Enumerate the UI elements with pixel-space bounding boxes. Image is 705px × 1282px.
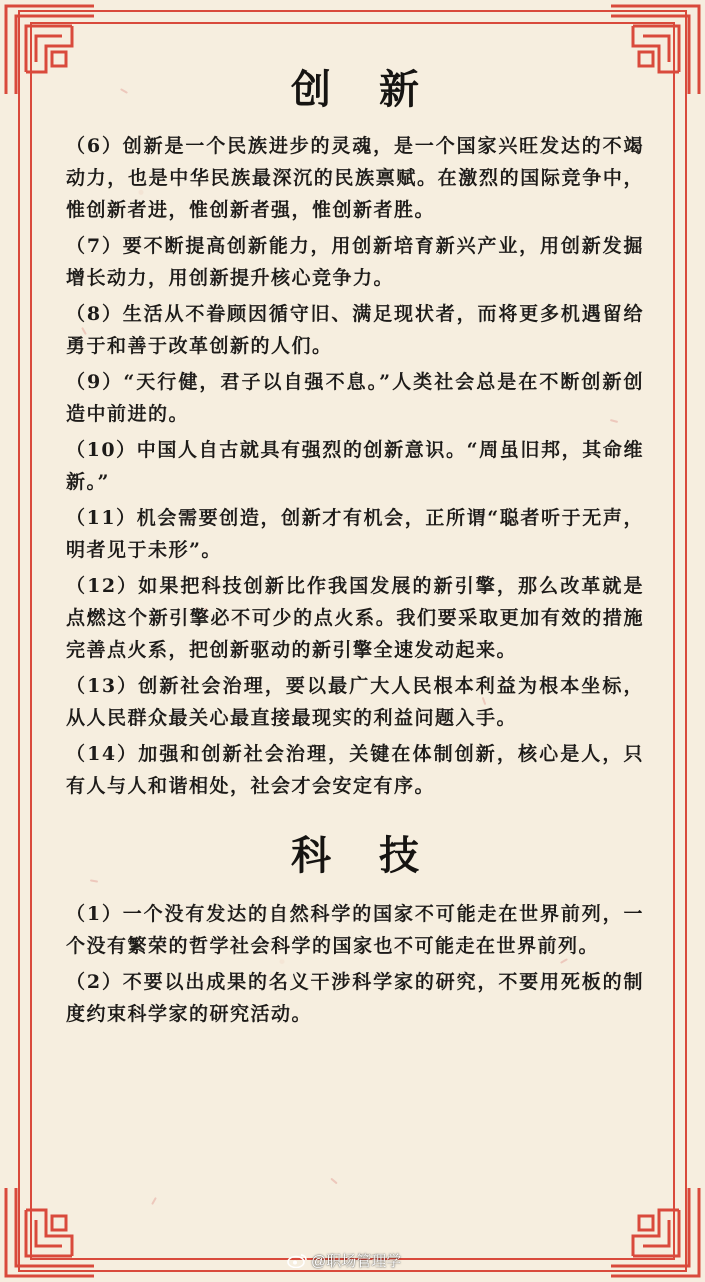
quote-paragraph: （2）不要以出成果的名义干涉科学家的研究，不要用死板的制度约束科学家的研究活动。 bbox=[66, 971, 644, 1025]
corner-ornament-bottom-right bbox=[607, 1184, 703, 1280]
quote-paragraph: （6）创新是一个民族进步的灵魂，是一个国家兴旺发达的不竭动力，也是中华民族最深沉的民族禀赋。在激烈的国际竞争中，惟创新者进，惟创新者强，惟创新者胜。 bbox=[66, 135, 644, 221]
quote-paragraph: （8）生活从不眷顾因循守旧、满足现状者，而将更多机遇留给勇于和善于改革创新的人们。 bbox=[66, 303, 644, 357]
quote-paragraph: （7）要不断提高创新能力，用创新培育新兴产业，用创新发掘增长动力，用创新提升核心竞争力。 bbox=[66, 235, 644, 289]
quote-paragraph: （9）“天行健，君子以自强不息。”人类社会总是在不断创新创造中前进的。 bbox=[66, 371, 644, 425]
section-title-technology: 科技 bbox=[291, 832, 467, 879]
quote-paragraph: （12）如果把科技创新比作我国发展的新引擎，那么改革就是点燃这个新引擎必不可少的点火系。我们要采取更加有效的措施完善点火系，把创新驱动的新引擎全速发动起来。 bbox=[66, 575, 644, 661]
weibo-watermark bbox=[286, 1250, 401, 1271]
quote-paragraph: （11）机会需要创造，创新才有机会，正所谓“聪者听于无声，明者见于未形”。 bbox=[66, 507, 644, 561]
quote-paragraph: （14）加强和创新社会治理，关键在体制创新，核心是人，只有人与人和谐相处，社会才会安定有序。 bbox=[66, 743, 644, 797]
section-title-innovation: 创新 bbox=[291, 66, 467, 113]
document-content bbox=[66, 56, 644, 1034]
weibo-logo-icon bbox=[286, 1253, 308, 1268]
watermark-text: @职场管理学 bbox=[311, 1253, 402, 1270]
corner-ornament-bottom-left bbox=[2, 1184, 98, 1280]
quote-paragraph: （13）创新社会治理，要以最广大人民根本利益为根本坐标，从人民群众最关心最直接最现实的利益问题入手。 bbox=[66, 675, 644, 729]
quote-paragraph: （1）一个没有发达的自然科学的国家不可能走在世界前列，一个没有繁荣的哲学社会科学的国家也不可能走在世界前列。 bbox=[66, 903, 644, 957]
quote-paragraph: （10）中国人自古就具有强烈的创新意识。“周虽旧邦，其命维新。” bbox=[66, 439, 644, 493]
